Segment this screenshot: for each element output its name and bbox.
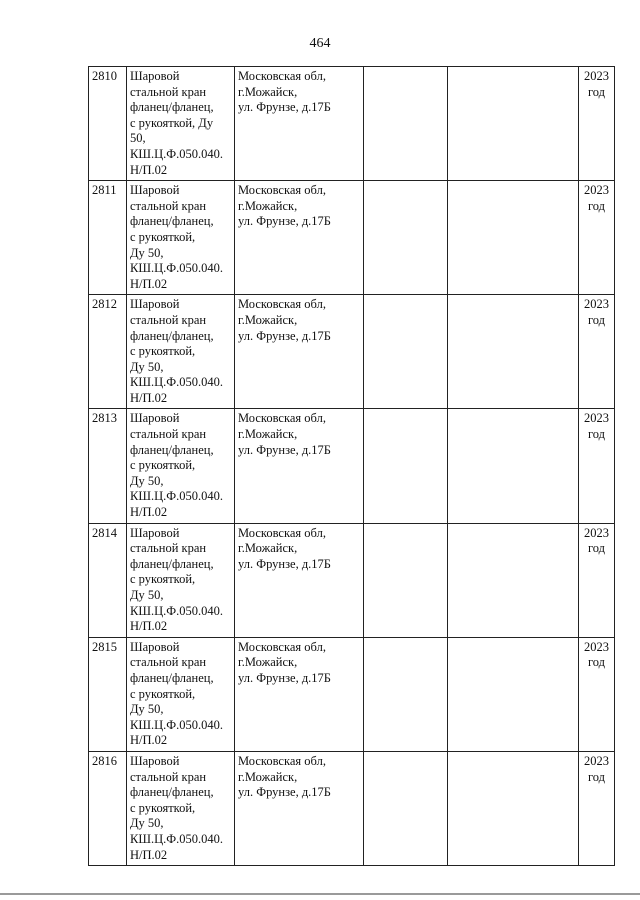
- year-cell: [579, 637, 615, 751]
- item-name-line: Шаровой: [130, 639, 180, 654]
- item-name-line: КШ.Ц.Ф.050.040.: [130, 375, 223, 390]
- item-name-line: Шаровой: [130, 297, 180, 312]
- year-cell: [579, 409, 615, 523]
- address-cell: [235, 67, 364, 181]
- address-cell: [235, 751, 364, 865]
- row-number-cell: 2815: [89, 637, 127, 751]
- empty-cell-col4: [364, 409, 448, 523]
- year-cell: [579, 751, 615, 865]
- year-line: 2023: [584, 297, 609, 312]
- empty-cell-col4: [364, 67, 448, 181]
- item-name-line: стальной кран: [130, 541, 207, 556]
- item-name-line: Ду 50,: [130, 473, 164, 488]
- empty-cell-col4: [364, 181, 448, 295]
- item-name-line: КШ.Ц.Ф.050.040.: [130, 261, 223, 276]
- item-name-line: стальной кран: [130, 312, 207, 327]
- address-cell: [235, 295, 364, 409]
- row-number-cell: 2811: [89, 181, 127, 295]
- year-line: 2023: [584, 753, 609, 768]
- address-line: г.Можайск,: [238, 312, 298, 327]
- address-line: ул. Фрунзе, д.17Б: [238, 214, 331, 229]
- empty-cell-col4: [364, 295, 448, 409]
- address-line: ул. Фрунзе, д.17Б: [238, 785, 331, 800]
- item-name-line: Шаровой: [130, 753, 180, 768]
- address-line: г.Можайск,: [238, 427, 298, 442]
- address-line: Московская обл,: [238, 753, 326, 768]
- item-name-line: фланец/фланец,: [130, 556, 214, 571]
- item-name-line: Н/П.02: [130, 505, 168, 520]
- item-name-line: стальной кран: [130, 769, 207, 784]
- table-row: [89, 751, 615, 865]
- item-name-line: фланец/фланец,: [130, 670, 214, 685]
- item-name-line: стальной кран: [130, 198, 207, 213]
- item-name-cell: [127, 181, 235, 295]
- item-name-line: фланец/фланец,: [130, 100, 214, 115]
- year-cell: [579, 67, 615, 181]
- item-name-line: стальной кран: [130, 427, 207, 442]
- item-name-line: Шаровой: [130, 183, 180, 198]
- item-name-line: Ду 50,: [130, 588, 164, 602]
- item-name-line: 50,: [130, 131, 146, 146]
- item-name-line: Н/П.02: [130, 390, 168, 405]
- row-number-cell: 2814: [89, 523, 127, 637]
- address-cell: [235, 409, 364, 523]
- year-line: год: [587, 541, 606, 556]
- empty-cell-col5: [448, 751, 579, 865]
- item-name-line: КШ.Ц.Ф.050.040.: [130, 717, 223, 732]
- empty-cell-col5: [448, 181, 579, 295]
- address-line: Московская обл,: [238, 69, 326, 83]
- year-cell: [579, 523, 615, 637]
- item-name-line: с рукояткой,: [130, 344, 196, 359]
- registry-table-body: [89, 67, 615, 866]
- address-line: г.Можайск,: [238, 84, 298, 99]
- row-number-cell: 2813: [89, 409, 127, 523]
- item-name-line: Ду 50,: [130, 816, 164, 831]
- item-name-line: Шаровой: [130, 411, 180, 426]
- address-line: г.Можайск,: [238, 541, 298, 556]
- item-name-line: стальной кран: [130, 655, 207, 670]
- address-line: ул. Фрунзе, д.17Б: [238, 100, 331, 115]
- year-line: 2023: [584, 183, 609, 198]
- item-name-line: Н/П.02: [130, 847, 168, 862]
- row-number-cell: 2816: [89, 751, 127, 865]
- address-cell: [235, 637, 364, 751]
- address-line: г.Можайск,: [238, 655, 298, 670]
- item-name-line: Ду 50,: [130, 702, 164, 717]
- address-line: Московская обл,: [238, 183, 326, 198]
- address-line: Московская обл,: [238, 297, 326, 312]
- year-line: год: [587, 198, 606, 213]
- empty-cell-col5: [448, 637, 579, 751]
- item-name-line: с рукояткой, Ду: [130, 115, 214, 130]
- item-name-line: фланец/фланец,: [130, 328, 214, 343]
- table-row: [89, 67, 615, 181]
- year-line: 2023: [584, 411, 609, 426]
- address-line: ул. Фрунзе, д.17Б: [238, 556, 331, 571]
- year-line: год: [587, 312, 606, 327]
- item-name-cell: [127, 637, 235, 751]
- item-name-line: Н/П.02: [130, 162, 168, 177]
- row-number-cell: 2812: [89, 295, 127, 409]
- empty-cell-col5: [448, 67, 579, 181]
- table-row: [89, 637, 615, 751]
- item-name-line: фланец/фланец,: [130, 785, 214, 800]
- item-name-line: с рукояткой,: [130, 229, 196, 244]
- address-line: г.Можайск,: [238, 198, 298, 213]
- row-number-cell: 2810: [89, 67, 127, 181]
- year-cell: [579, 295, 615, 409]
- address-line: г.Можайск,: [238, 769, 298, 784]
- empty-cell-col5: [448, 409, 579, 523]
- empty-cell-col5: [448, 523, 579, 637]
- item-name-line: Ду 50,: [130, 245, 164, 260]
- year-cell: [579, 181, 615, 295]
- item-name-line: КШ.Ц.Ф.050.040.: [130, 603, 223, 618]
- address-line: ул. Фрунзе, д.17Б: [238, 328, 331, 343]
- item-name-line: с рукояткой,: [130, 572, 196, 587]
- address-cell: [235, 523, 364, 637]
- item-name-cell: [127, 409, 235, 523]
- item-name-line: фланец/фланец,: [130, 214, 214, 229]
- item-name-line: Н/П.02: [130, 276, 168, 291]
- item-name-line: Н/П.02: [130, 619, 168, 634]
- address-line: ул. Фрунзе, д.17Б: [238, 442, 331, 457]
- year-line: 2023: [584, 525, 609, 540]
- year-line: год: [587, 769, 606, 784]
- empty-cell-col4: [364, 751, 448, 865]
- address-cell: [235, 181, 364, 295]
- item-name-line: Н/П.02: [130, 733, 168, 748]
- item-name-line: КШ.Ц.Ф.050.040.: [130, 146, 223, 161]
- table-row: [89, 295, 615, 409]
- table-row: [89, 181, 615, 295]
- empty-cell-col4: [364, 637, 448, 751]
- year-line: 2023: [584, 639, 609, 654]
- address-line: Московская обл,: [238, 411, 326, 426]
- item-name-line: с рукояткой,: [130, 686, 196, 701]
- year-line: год: [587, 427, 606, 442]
- item-name-line: с рукояткой,: [130, 458, 196, 473]
- page-number: 464: [309, 36, 331, 51]
- address-line: Московская обл,: [238, 525, 326, 540]
- item-name-line: фланец/фланец,: [130, 442, 214, 457]
- registry-table: [88, 66, 615, 866]
- item-name-line: КШ.Ц.Ф.050.040.: [130, 489, 223, 504]
- address-line: Московская обл,: [238, 639, 326, 654]
- item-name-line: Шаровой: [130, 525, 180, 540]
- empty-cell-col4: [364, 523, 448, 637]
- item-name-line: Ду 50,: [130, 359, 164, 374]
- address-line: ул. Фрунзе, д.17Б: [238, 670, 331, 685]
- scan-bottom-edge: [0, 893, 640, 895]
- table-row: [89, 409, 615, 523]
- item-name-line: Шаровой: [130, 69, 180, 83]
- year-line: год: [587, 84, 606, 99]
- item-name-line: с рукояткой,: [130, 800, 196, 815]
- item-name-line: КШ.Ц.Ф.050.040.: [130, 831, 223, 846]
- item-name-line: стальной кран: [130, 84, 207, 99]
- item-name-cell: [127, 523, 235, 637]
- table-row: [89, 523, 615, 637]
- item-name-cell: [127, 295, 235, 409]
- item-name-cell: [127, 751, 235, 865]
- empty-cell-col5: [448, 295, 579, 409]
- year-line: год: [587, 655, 606, 670]
- year-line: 2023: [584, 69, 609, 83]
- item-name-cell: [127, 67, 235, 181]
